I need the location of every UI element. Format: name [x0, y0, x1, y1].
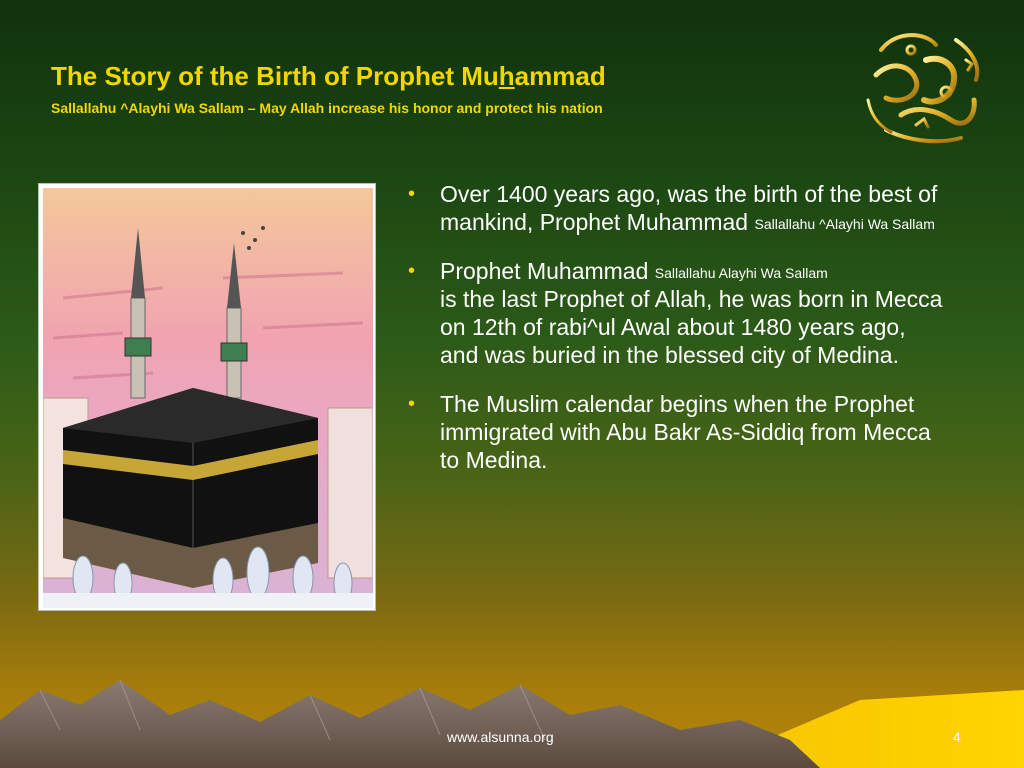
title-underlined-letter: h	[498, 61, 515, 91]
bullet-dot-icon: •	[408, 183, 416, 205]
bullet-text: Prophet Muhammad	[440, 258, 649, 284]
honorific-superscript: Sallallahu Alayhi Wa Sallam	[654, 265, 828, 281]
bullet-dot-icon: •	[408, 393, 416, 415]
slide-title	[51, 60, 606, 92]
bullet-text-continued: is the last Prophet of Allah, he was born in Mecca on 12th of rabi^ul Awal about 1480 years ago, and was buried in the blessed city of Medina.	[440, 286, 943, 368]
bullet-text: The Muslim calendar begins when the Prophet immigrated with Abu Bakr As-Siddiq from Mecca to Medina.	[440, 391, 931, 473]
bullet-item	[408, 257, 948, 369]
footer-url: www.alsunna.org	[447, 729, 554, 745]
kaaba-illustration	[38, 183, 376, 611]
bullet-item	[408, 390, 948, 474]
bullet-dot-icon: •	[408, 260, 416, 282]
title-part1: The Story of the Birth of Prophet Mu	[51, 61, 499, 91]
honorific-superscript: Sallallahu ^Alayhi Wa Sallam	[754, 216, 935, 232]
slide-subtitle: Sallallahu ^Alayhi Wa Sallam – May Allah increase his honor and protect his nation	[51, 100, 603, 116]
bullet-item	[408, 180, 948, 236]
title-part2: ammad	[514, 61, 606, 91]
page-number: 4	[953, 729, 961, 745]
calligraphy-emblem	[856, 20, 996, 160]
mountain-decoration	[0, 660, 1024, 768]
bullet-text: Over 1400 years ago, was the birth of the best of mankind, Prophet Muhammad	[440, 181, 938, 235]
bullet-list	[408, 180, 948, 495]
